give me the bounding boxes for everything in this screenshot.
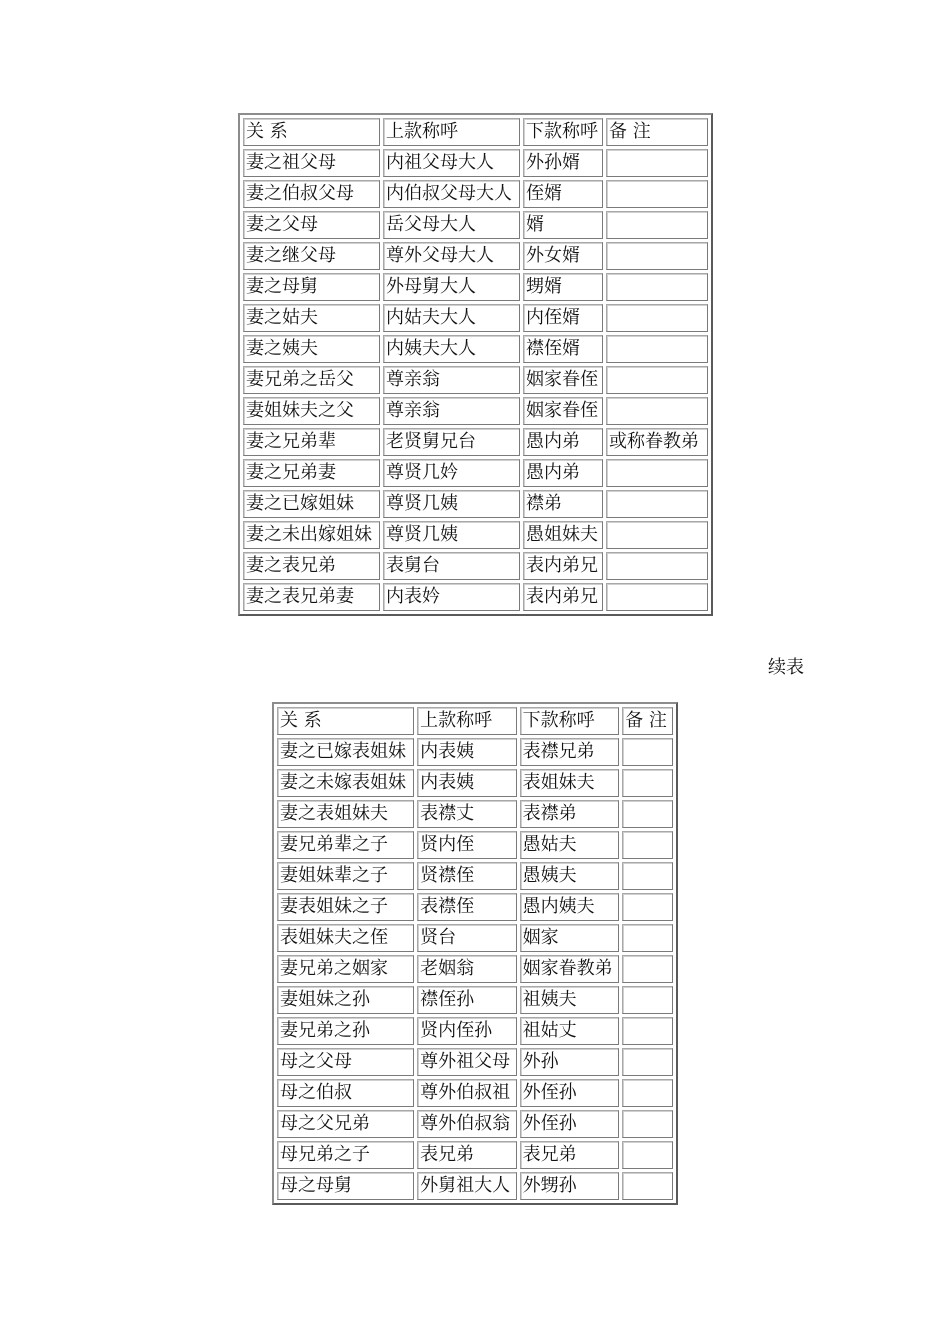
table-cell: 尊外祖父母: [417, 1048, 517, 1076]
table-header-row: [243, 118, 708, 146]
table-cell: [606, 273, 708, 301]
table-cell: 表兄弟: [520, 1141, 620, 1169]
table-cell: 外孙: [520, 1048, 620, 1076]
table-cell: 表襟弟: [520, 800, 620, 828]
table-cell: 外母舅大人: [383, 273, 520, 301]
table-cell: 表舅台: [383, 552, 520, 580]
table-cell: 婿: [523, 211, 603, 239]
table-cell: [606, 583, 708, 611]
table-cell: 内姑夫大人: [383, 304, 520, 332]
continued-table-label: 续表: [768, 657, 804, 678]
table-row: [277, 738, 673, 766]
table-row: [243, 583, 708, 611]
table-cell: 尊外伯叔祖: [417, 1079, 517, 1107]
table-cell: [606, 366, 708, 394]
table-cell: 妻之兄弟辈: [243, 428, 380, 456]
table-cell: 尊亲翁: [383, 397, 520, 425]
table-cell: 贤内侄孙: [417, 1017, 517, 1045]
table-cell: [606, 552, 708, 580]
table-cell: 妻兄弟辈之子: [277, 831, 414, 859]
table-row: [277, 862, 673, 890]
table-cell: 尊贤几姨: [383, 490, 520, 518]
table-cell: 妻之已嫁表姐妹: [277, 738, 414, 766]
column-header: 关 系: [277, 707, 414, 735]
table-cell: 妻之继父母: [243, 242, 380, 270]
table-cell: 老姻翁: [417, 955, 517, 983]
table-cell: 外舅祖大人: [417, 1172, 517, 1200]
table-cell: 侄婿: [523, 180, 603, 208]
table-cell: [606, 459, 708, 487]
table-cell: 妻之未出嫁姐妹: [243, 521, 380, 549]
table-cell: [606, 304, 708, 332]
table-cell: 尊外伯叔翁: [417, 1110, 517, 1138]
table-cell: 妻之未嫁表姐妹: [277, 769, 414, 797]
table-cell: 岳父母大人: [383, 211, 520, 239]
table-cell: 母之伯叔: [277, 1079, 414, 1107]
table-cell: 妻之姑夫: [243, 304, 380, 332]
table-cell: [622, 924, 673, 952]
table-row: [243, 397, 708, 425]
table-cell: 外侄孙: [520, 1110, 620, 1138]
table-cell: 襟侄婿: [523, 335, 603, 363]
table-cell: 外侄孙: [520, 1079, 620, 1107]
table-row: [277, 1017, 673, 1045]
table-cell: 姻家: [520, 924, 620, 952]
table-cell: 外女婿: [523, 242, 603, 270]
table-row: [243, 149, 708, 177]
table-row: [277, 1141, 673, 1169]
table-row: [243, 428, 708, 456]
table-cell: [606, 149, 708, 177]
table-cell: 甥婿: [523, 273, 603, 301]
table-cell: 表襟兄弟: [520, 738, 620, 766]
table-row: [277, 1079, 673, 1107]
table-cell: 襟侄孙: [417, 986, 517, 1014]
table-cell: 妻之表兄弟妻: [243, 583, 380, 611]
table-row: [243, 366, 708, 394]
table-cell: 妻兄弟之孙: [277, 1017, 414, 1045]
table-cell: 内表姨: [417, 769, 517, 797]
table-cell: 母之父兄弟: [277, 1110, 414, 1138]
table-cell: 表襟侄: [417, 893, 517, 921]
table-cell: 外孙婿: [523, 149, 603, 177]
table-cell: [606, 335, 708, 363]
table-cell: 愚姨夫: [520, 862, 620, 890]
table-cell: 妻之兄弟妻: [243, 459, 380, 487]
table-cell: 表内弟兄: [523, 552, 603, 580]
table-cell: [622, 862, 673, 890]
table-cell: 妻之姨夫: [243, 335, 380, 363]
table-row: [277, 1048, 673, 1076]
table-cell: [622, 800, 673, 828]
column-header: 下款称呼: [523, 118, 603, 146]
table-cell: 贤内侄: [417, 831, 517, 859]
table-cell: 内表妗: [383, 583, 520, 611]
table-cell: 妻之已嫁姐妹: [243, 490, 380, 518]
table-cell: 妻之母舅: [243, 273, 380, 301]
table-cell: 愚内弟: [523, 428, 603, 456]
table-row: [243, 304, 708, 332]
table-row: [277, 924, 673, 952]
table-cell: [622, 1017, 673, 1045]
table-cell: 姻家眷侄: [523, 366, 603, 394]
table-cell: 内侄婿: [523, 304, 603, 332]
table-row: [277, 1172, 673, 1200]
table-cell: [606, 521, 708, 549]
table-cell: 妻之表兄弟: [243, 552, 380, 580]
table-row: [243, 335, 708, 363]
table-cell: 内姨夫大人: [383, 335, 520, 363]
table-cell: 内伯叔父母大人: [383, 180, 520, 208]
table-cell: [622, 738, 673, 766]
table-cell: 妻兄弟之姻家: [277, 955, 414, 983]
table-cell: [606, 211, 708, 239]
table-cell: [622, 893, 673, 921]
table-cell: [606, 490, 708, 518]
table-cell: [622, 769, 673, 797]
table-cell: 老贤舅兄台: [383, 428, 520, 456]
table-row: [277, 893, 673, 921]
table-cell: 愚内弟: [523, 459, 603, 487]
table-row: [277, 831, 673, 859]
table-row: [243, 273, 708, 301]
table-row: [243, 552, 708, 580]
table-cell: 尊贤几妗: [383, 459, 520, 487]
table-row: [277, 1110, 673, 1138]
table-row: [277, 800, 673, 828]
relations-table-continued: [272, 702, 678, 1205]
table-cell: 尊外父母大人: [383, 242, 520, 270]
table-cell: 愚姑夫: [520, 831, 620, 859]
table-cell: [606, 180, 708, 208]
table-row: [243, 521, 708, 549]
table-cell: 妻之伯叔父母: [243, 180, 380, 208]
table-cell: 表襟丈: [417, 800, 517, 828]
table-cell: 妻姐妹辈之子: [277, 862, 414, 890]
table-row: [243, 490, 708, 518]
table-cell: 表姐妹夫: [520, 769, 620, 797]
table-cell: 妻之父母: [243, 211, 380, 239]
table-cell: 姻家眷侄: [523, 397, 603, 425]
table-cell: 或称眷教弟: [606, 428, 708, 456]
table-cell: 愚姐妹夫: [523, 521, 603, 549]
table-header-row: [277, 707, 673, 735]
table-cell: [606, 242, 708, 270]
table-cell: 母兄弟之子: [277, 1141, 414, 1169]
table-cell: [606, 397, 708, 425]
column-header: 备 注: [606, 118, 708, 146]
table-cell: [622, 1048, 673, 1076]
table-row: [243, 180, 708, 208]
table-cell: 襟弟: [523, 490, 603, 518]
column-header: 关 系: [243, 118, 380, 146]
table-cell: 外甥孙: [520, 1172, 620, 1200]
column-header: 备 注: [622, 707, 673, 735]
table-cell: 表兄弟: [417, 1141, 517, 1169]
relations-table-main: [238, 113, 713, 616]
column-header: 上款称呼: [417, 707, 517, 735]
table-cell: 妻之祖父母: [243, 149, 380, 177]
table-cell: 内表姨: [417, 738, 517, 766]
column-header: 下款称呼: [520, 707, 620, 735]
table-row: [243, 211, 708, 239]
table-row: [243, 242, 708, 270]
table-cell: 尊贤几姨: [383, 521, 520, 549]
table-cell: 内祖父母大人: [383, 149, 520, 177]
table-cell: 姻家眷教弟: [520, 955, 620, 983]
column-header: 上款称呼: [383, 118, 520, 146]
table-cell: [622, 831, 673, 859]
table-cell: 表内弟兄: [523, 583, 603, 611]
table-cell: [622, 1141, 673, 1169]
table-cell: [622, 1110, 673, 1138]
table-cell: 祖姑丈: [520, 1017, 620, 1045]
table-cell: 母之母舅: [277, 1172, 414, 1200]
table-cell: 尊亲翁: [383, 366, 520, 394]
table-row: [243, 459, 708, 487]
table-cell: 贤台: [417, 924, 517, 952]
table-cell: 妻之表姐妹夫: [277, 800, 414, 828]
table-cell: 表姐妹夫之侄: [277, 924, 414, 952]
table-cell: 祖姨夫: [520, 986, 620, 1014]
table-row: [277, 769, 673, 797]
table-cell: 妻表姐妹之子: [277, 893, 414, 921]
table-cell: [622, 955, 673, 983]
table-row: [277, 986, 673, 1014]
table-cell: [622, 986, 673, 1014]
table-cell: 妻兄弟之岳父: [243, 366, 380, 394]
table-cell: 贤襟侄: [417, 862, 517, 890]
table-cell: 母之父母: [277, 1048, 414, 1076]
table-cell: 愚内姨夫: [520, 893, 620, 921]
table-cell: 妻姐妹之孙: [277, 986, 414, 1014]
table-cell: [622, 1079, 673, 1107]
table-cell: 妻姐妹夫之父: [243, 397, 380, 425]
table-row: [277, 955, 673, 983]
table-cell: [622, 1172, 673, 1200]
